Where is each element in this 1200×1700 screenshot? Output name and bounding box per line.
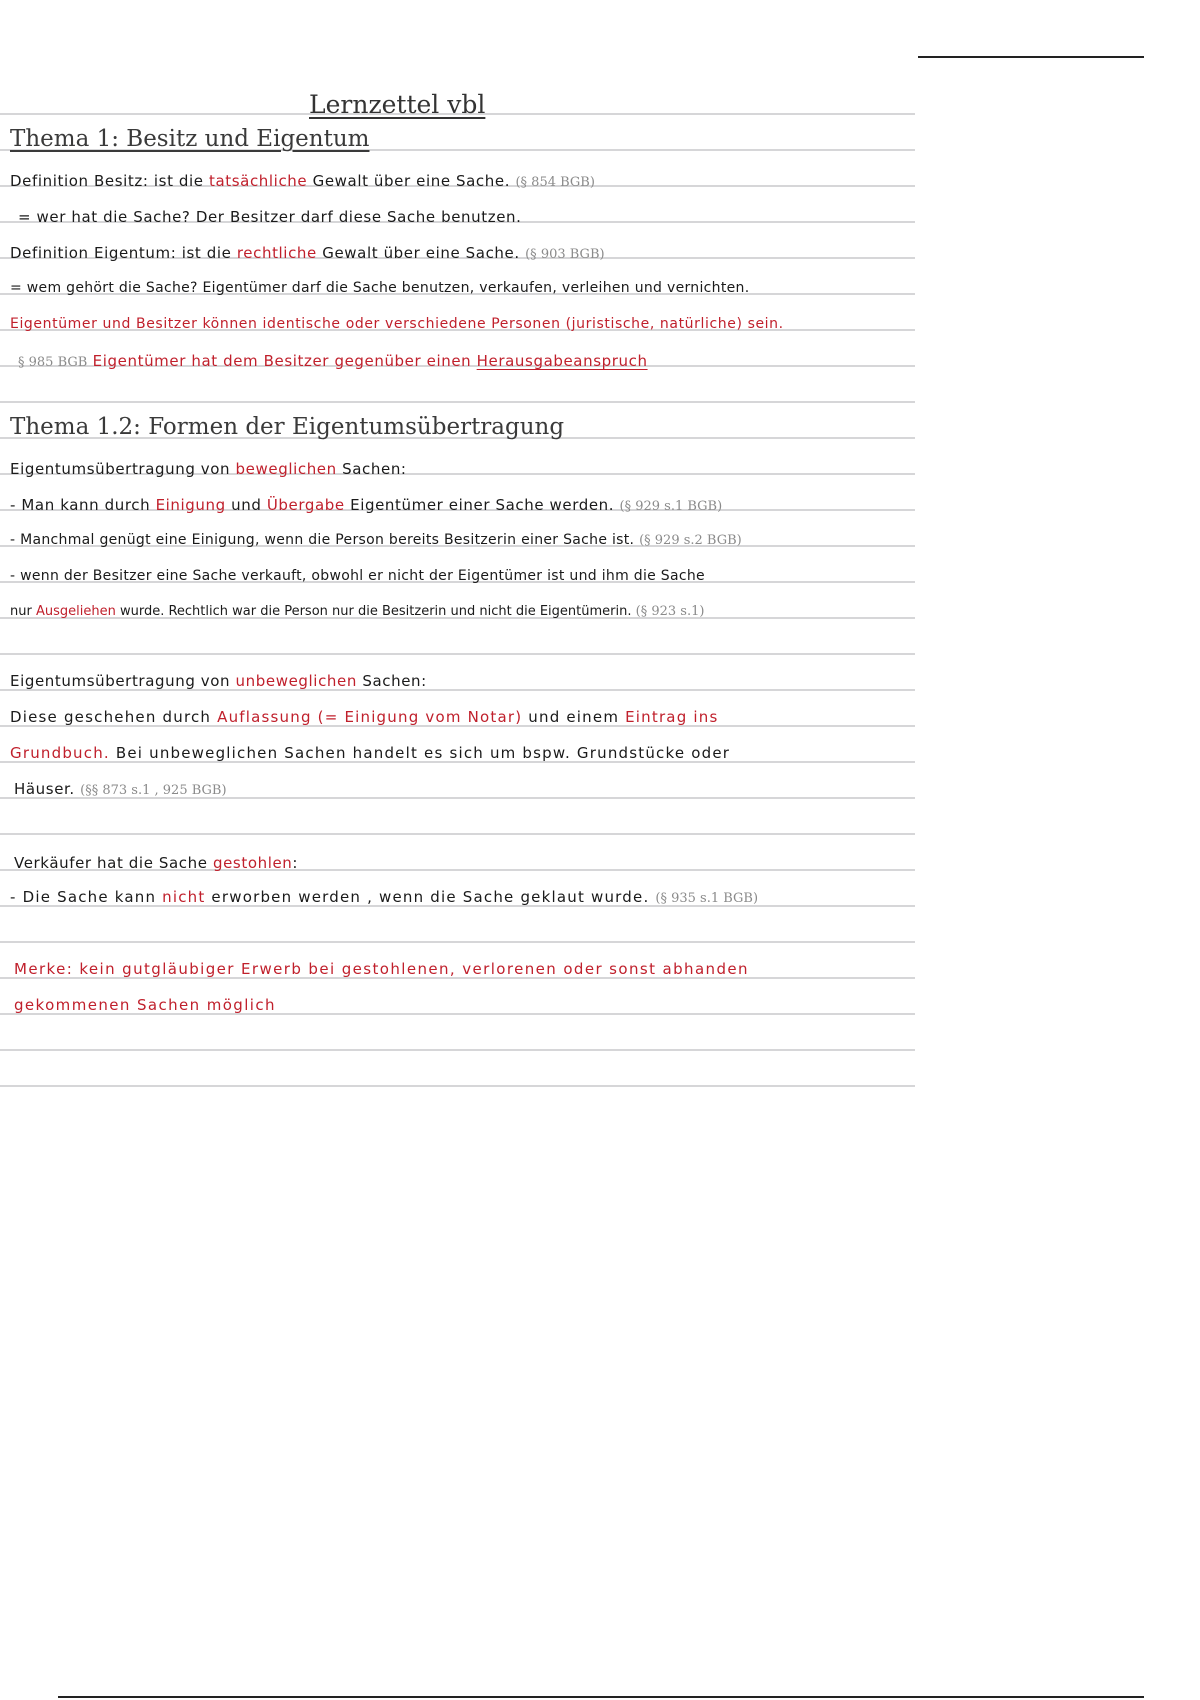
law-reference: (§§ 873 s.1 , 925 BGB) [80,783,227,798]
text: = wer hat die Sache? Der Besitzer darf diese Sache benutzen. [18,208,522,226]
bullet-line [10,568,705,584]
ruled-line [0,401,915,403]
text: Bei unbeweglichen Sachen handelt es sich um bspw. Grundstücke oder [109,744,731,762]
text: Häuser. [14,780,75,798]
text: Sachen: [336,460,407,478]
law-reference: § 985 BGB [18,355,88,370]
highlight-text: Eigentümer und Besitzer können identische oder verschiedene Personen (juristische, natürliche) sein. [10,316,784,332]
continuation-line [10,604,704,619]
text: wurde. Rechtlich war die Person nur die Besitzerin und nicht die Eigentümerin. [115,604,632,619]
text: - Die Sache kann [10,888,163,906]
page-title: Lernzettel vbl [309,90,486,119]
herausgabe-line [18,352,648,370]
text: - wenn der Besitzer eine Sache verkauft, obwohl er nicht der Eigentümer ist und ihm die Sache [10,568,705,584]
bullet-line [10,496,722,514]
bullet-line [10,532,742,548]
text: - Manchmal genügt eine Einigung, wenn die Person bereits Besitzerin einer Sache ist. [10,532,635,548]
highlight-text: beweglichen [235,460,337,478]
highlight-text: Eintrag ins [625,708,719,726]
text: und [225,496,267,514]
note-line-red [10,316,784,332]
law-reference: (§ 929 s.2 BGB) [639,533,742,548]
ruled-line [0,941,915,943]
law-reference: (§ 923 s.1) [635,604,705,619]
law-reference: (§ 935 s.1 BGB) [655,891,759,906]
merke-continuation-line [14,996,276,1014]
text: - Man kann durch [10,496,156,514]
highlight-text: gestohlen [212,854,293,872]
text: = wem gehört die Sache? Eigentümer darf die Sache benutzen, verkaufen, verleihen und vernichten. [10,280,750,296]
law-reference: (§ 903 BGB) [525,247,605,262]
text: Eigentumsübertragung von [10,460,236,478]
text: Definition Eigentum: ist die [10,244,237,262]
highlight-text: Übergabe [266,496,345,514]
text: Gewalt über eine Sache. [316,244,520,262]
besitz-explanation-line [18,208,522,226]
text: : [292,854,299,872]
text: nur [10,604,36,619]
definition-eigentum-line [10,244,605,262]
definition-besitz-line [10,172,595,190]
highlight-text: gekommenen Sachen möglich [14,996,276,1014]
highlight-text: Merke: kein gutgläubiger Erwerb bei gestohlenen, verlorenen oder sonst abhanden [14,960,749,978]
highlight-text: tatsächliche [209,172,308,190]
text: Eigentümer einer Sache werden. [344,496,615,514]
text: Eigentumsübertragung von [10,672,236,690]
highlight-text: unbeweglichen [235,672,357,690]
highlight-text: rechtliche [236,244,317,262]
highlight-text: nicht [162,888,206,906]
footer-rule [58,1696,1144,1698]
text: Gewalt über eine Sache. [307,172,511,190]
bewegliche-sachen-heading [10,460,407,478]
ruled-line [0,1085,915,1087]
ruled-line [0,653,915,655]
highlight-text: Grundbuch. [10,744,110,762]
header-rule [918,56,1144,58]
auflassung-line [10,708,718,726]
gestohlen-heading [14,854,298,872]
highlight-text: Eigentümer hat dem Besitzer gegenüber einen [87,352,477,370]
law-reference: (§ 929 s.1 BGB) [619,499,723,514]
text: Verkäufer hat die Sache [14,854,213,872]
text: Diese geschehen durch [10,708,218,726]
text: Sachen: [356,672,427,690]
law-reference: (§ 854 BGB) [515,175,595,190]
highlight-text: Ausgeliehen [35,604,116,619]
bullet-line [10,888,758,906]
underlined-term: Herausgabeanspruch [476,352,648,370]
unbewegliche-sachen-heading [10,672,427,690]
section-heading-besitz-eigentum: Thema 1: Besitz und Eigentum [10,126,370,152]
ruled-line [0,1049,915,1051]
merke-line [14,960,749,978]
text: erworben werden , wenn die Sache geklaut wurde. [205,888,650,906]
text: Definition Besitz: ist die [10,172,209,190]
highlight-text: Einigung [155,496,226,514]
section-heading-eigentumsuebertragung: Thema 1.2: Formen der Eigentumsübertragung [10,414,565,440]
text: und einem [522,708,626,726]
grundbuch-line [10,744,730,762]
eigentum-explanation-line [10,280,749,296]
ruled-line [0,833,915,835]
highlight-text: Auflassung (= Einigung vom Notar) [217,708,523,726]
haeuser-line [14,780,227,798]
